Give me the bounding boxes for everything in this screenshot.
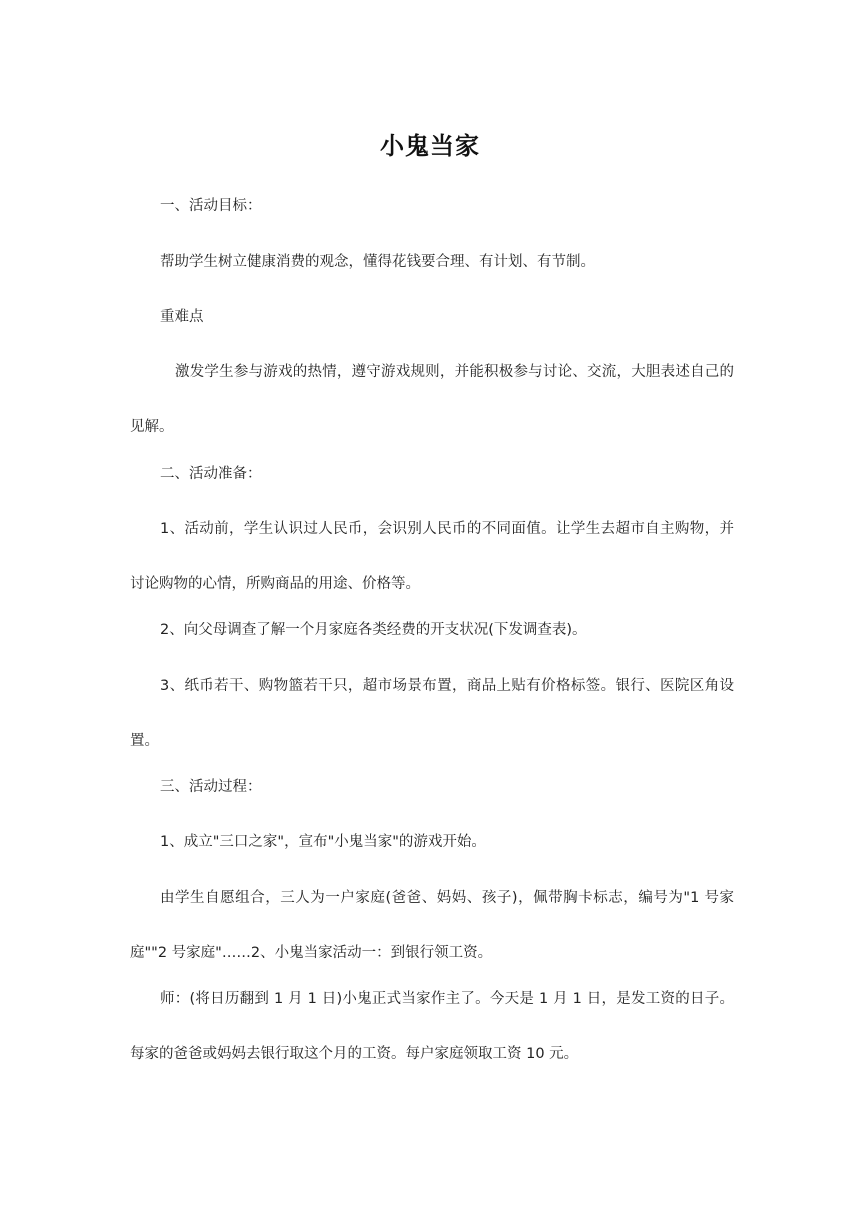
section-heading-goals: 一、活动目标： — [160, 198, 262, 214]
paragraph-prep-item-2: 2、向父母调查了解一个月家庭各类经费的开支状况(下发调查表)。 — [160, 622, 587, 638]
paragraph-family-grouping: 由学生自愿组合，三人为一户家庭(爸爸、妈妈、孩子)，佩带胸卡标志，编号为"1 号家庭""2 号家庭"……2、小鬼当家活动一：到银行领工资。 — [130, 890, 734, 961]
section-heading-process: 三、活动过程： — [160, 779, 262, 795]
paragraph-key-points-text: 激发学生参与游戏的热情，遵守游戏规则，并能积极参与讨论、交流，大胆表述自己的见解。 — [130, 364, 734, 435]
document-title: 小鬼当家 — [380, 132, 480, 161]
paragraph-prep-item-3: 3、纸币若干、购物篮若干只，超市场景布置，商品上贴有价格标签。银行、医院区角设置。 — [130, 678, 734, 749]
paragraph-process-item-1: 1、成立"三口之家"，宣布"小鬼当家"的游戏开始。 — [160, 834, 486, 850]
paragraph-goal-text: 帮助学生树立健康消费的观念，懂得花钱要合理、有计划、有节制。 — [160, 254, 595, 270]
paragraph-prep-item-1: 1、活动前，学生认识过人民币，会识别人民币的不同面值。让学生去超市自主购物，并讨论购物的心情，所购商品的用途、价格等。 — [130, 521, 734, 592]
section-heading-key-points: 重难点 — [160, 309, 204, 325]
section-heading-preparation: 二、活动准备： — [160, 466, 262, 482]
paragraph-teacher-instruction: 师：(将日历翻到 1 月 1 日)小鬼正式当家作主了。今天是 1 月 1 日，是发工资的日子。每家的爸爸或妈妈去银行取这个月的工资。每户家庭领取工资 10 元。 — [130, 991, 734, 1062]
